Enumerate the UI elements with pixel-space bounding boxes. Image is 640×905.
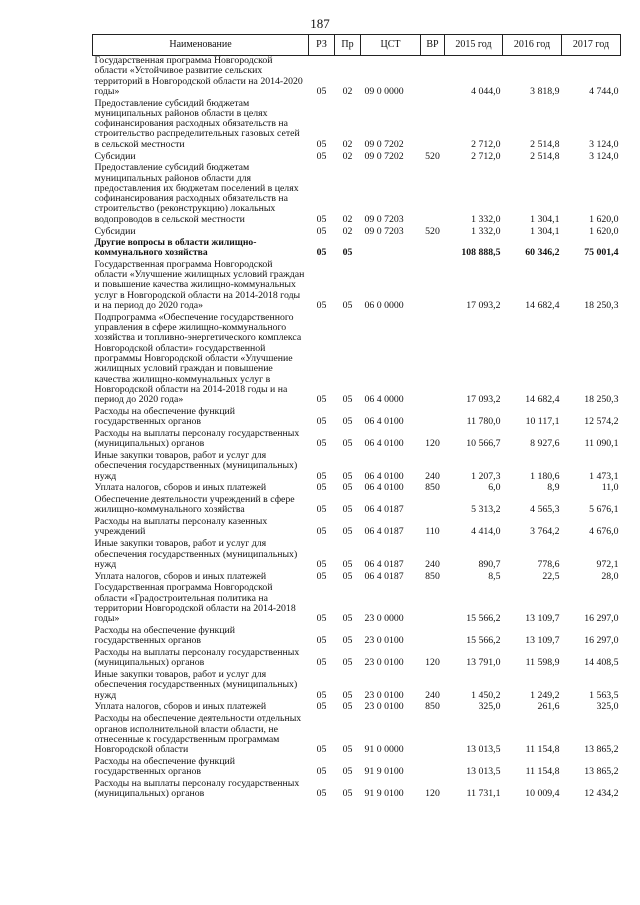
cell-rz: 05 [316,247,327,259]
cell-y2016: 261,6 [537,701,560,713]
table-row [93,451,621,483]
cell-vr: 850 [425,701,440,713]
cell-y2016: 3 818,9 [530,85,560,97]
cell-y2017: 11,0 [601,482,619,494]
cell-vr [421,757,445,779]
cell-rz: 05 [316,657,327,669]
cell-y2016: 1 249,2 [530,689,560,701]
cell-rz: 05 [316,701,327,713]
cell-pr: 05 [342,470,353,482]
cell-y2016: 3 764,2 [530,526,560,538]
cell-y2016: 2 514,8 [530,138,560,150]
cell-rz: 05 [316,635,327,647]
table-row [93,99,621,152]
cell-cst: 09 0 7202 [364,150,404,162]
cell-y2015: 1 332,0 [471,225,501,237]
cell-y2015: 5 313,2 [471,504,501,516]
cell-pr: 02 [342,225,353,237]
cell-y2017: 972,1 [596,558,619,570]
cell-pr: 05 [342,635,353,647]
cell-cst: 06 4 0100 [364,438,404,450]
cell-name: Расходы на обеспечение функций государственных органов [94,755,236,778]
cell-cst: 09 0 7203 [364,213,404,225]
cell-cst: 06 4 0187 [364,526,404,538]
cell-pr: 05 [342,300,353,312]
cell-y2017: 28,0 [601,570,619,582]
cell-cst: 23 0 0100 [364,701,404,713]
cell-vr [421,407,445,429]
cell-cst [361,238,421,260]
cell-cst: 06 4 0187 [364,558,404,570]
cell-rz: 05 [316,85,327,97]
cell-rz: 05 [316,744,327,756]
table-row [93,779,621,801]
cell-y2016: 60 346,2 [525,247,560,259]
cell-name: Подпрограмма «Обеспечение государственного управления в сфере жилищно-коммунального хозяйства и топливно-энергетического комплекса Новгородской области» государственной программы Новгородской области «Улучшение жилищных условий граждан и повышение качества жилищно-коммунальных услуг в Новгородской области на 2014-2018 годы и на период до 2020 года» [94,311,302,406]
cell-y2015: 890,7 [478,558,501,570]
cell-y2015: 325,0 [478,701,501,713]
cell-vr: 850 [425,570,440,582]
cell-y2016: 10 117,1 [525,416,560,428]
cell-y2015: 2 712,0 [471,138,501,150]
cell-cst: 06 4 0187 [364,504,404,516]
table-row [93,56,621,99]
header-vr: ВР [421,35,445,56]
cell-rz: 05 [316,438,327,450]
cell-rz: 05 [316,138,327,150]
cell-y2017: 18 250,3 [584,394,619,406]
cell-pr: 05 [342,247,353,259]
table-row [93,407,621,429]
cell-vr: 120 [425,657,440,669]
cell-cst: 09 0 0000 [364,85,404,97]
cell-name: Расходы на выплаты персоналу государственных (муниципальных) органов [94,427,300,450]
cell-y2016: 1 304,1 [530,213,560,225]
cell-pr: 05 [342,558,353,570]
cell-y2017: 1 620,0 [589,225,619,237]
cell-vr: 240 [425,558,440,570]
cell-y2017: 16 297,0 [584,613,619,625]
cell-y2015: 8,5 [488,570,501,582]
cell-name: Обеспечение деятельности учреждений в сфере жилищно-коммунального хозяйства [94,494,295,516]
table-row [93,648,621,670]
cell-pr: 05 [342,744,353,756]
cell-vr [421,495,445,517]
cell-vr [421,56,445,99]
cell-name: Иные закупки товаров, работ и услуг для обеспечения государственных (муниципальных) нужд [94,669,298,701]
cell-y2017: 12 574,2 [584,416,619,428]
cell-name: Иные закупки товаров, работ и услуг для обеспечения государственных (муниципальных) нужд [94,449,298,482]
header-pr: Пр [335,35,361,56]
cell-name: Расходы на обеспечение функций государственных органов [94,624,236,647]
cell-y2016: 1 180,6 [530,470,560,482]
cell-y2016: 14 682,4 [525,394,560,406]
cell-rz: 05 [316,788,327,800]
cell-vr [421,260,445,313]
cell-name: Расходы на обеспечение функций государственных органов [94,405,236,428]
cell-name: Субсидии [94,150,136,162]
cell-name: Государственная программа Новгородской области «Улучшение жилищных условий граждан и повышение качества жилищно-коммунальных услуг в Новгородской области на 2014-2018 годы и на период до 2020 года» [94,258,305,312]
cell-rz: 05 [316,225,327,237]
cell-y2015: 17 093,2 [466,394,501,406]
cell-pr: 02 [342,150,353,162]
cell-y2017: 1 620,0 [589,213,619,225]
table-row [93,626,621,648]
table-row [93,670,621,702]
page-number: 187 [310,16,330,31]
cell-y2016: 22,5 [542,570,560,582]
cell-vr: 110 [425,526,440,538]
cell-name: Расходы на обеспечение деятельности отдельных органов исполнительной власти области, не отнесенные к государственным программам Новгородской области [94,713,302,756]
cell-y2017: 325,0 [596,701,619,713]
cell-vr: 520 [425,225,440,237]
cell-y2016: 4 565,3 [530,504,560,516]
cell-rz: 05 [316,213,327,225]
cell-cst: 23 0 0000 [364,613,404,625]
cell-vr: 240 [425,470,440,482]
cell-name: Расходы на выплаты персоналу государственных (муниципальных) органов [94,777,300,800]
cell-name: Уплата налогов, сборов и иных платежей [94,570,267,582]
cell-vr [421,163,445,226]
table-row [93,714,621,757]
cell-pr: 05 [342,504,353,516]
cell-y2016: 13 109,7 [525,635,560,647]
cell-y2016: 1 304,1 [530,225,560,237]
cell-pr: 05 [342,613,353,625]
cell-rz: 05 [316,689,327,701]
cell-name: Государственная программа Новгородской области «Устойчивое развитие сельских территорий в Новгородской области на 2014-2020 годы» [94,55,303,97]
header-2017: 2017 год [562,35,621,56]
header-2015: 2015 год [445,35,503,56]
cell-vr: 520 [425,150,440,162]
cell-pr: 05 [342,657,353,669]
cell-pr: 02 [342,213,353,225]
cell-name: Государственная программа Новгородской области «Градостроительная политика на территории Новгородской области на 2014-2018 годы» [94,582,296,625]
cell-cst: 91 9 0100 [364,788,404,800]
cell-y2017: 1 563,5 [589,689,619,701]
cell-y2016: 13 109,7 [525,613,560,625]
table-row [93,163,621,226]
cell-y2016: 14 682,4 [525,300,560,312]
cell-cst: 06 4 0000 [364,394,404,406]
cell-vr: 850 [425,482,440,494]
cell-y2017: 13 865,2 [584,766,619,778]
table-row [93,313,621,407]
cell-pr: 05 [342,689,353,701]
cell-rz: 05 [316,150,327,162]
cell-rz: 05 [316,470,327,482]
cell-pr: 05 [342,788,353,800]
cell-pr: 05 [342,482,353,494]
cell-vr [421,714,445,757]
cell-vr: 120 [425,438,440,450]
cell-y2016: 778,6 [537,558,560,570]
cell-pr: 05 [342,701,353,713]
cell-y2015: 108 888,5 [461,247,501,259]
cell-pr: 05 [342,394,353,406]
cell-cst: 09 0 7202 [364,138,404,150]
cell-cst: 06 4 0100 [364,470,404,482]
cell-rz: 05 [316,394,327,406]
cell-y2017: 1 473,1 [589,470,619,482]
cell-y2015: 4 044,0 [471,85,501,97]
cell-y2015: 1 332,0 [471,213,501,225]
cell-rz: 05 [316,613,327,625]
cell-y2017: 11 090,1 [584,438,619,450]
cell-y2015: 4 414,0 [471,526,501,538]
cell-name: Другие вопросы в области жилищно-коммунального хозяйства [94,237,257,259]
cell-name: Уплата налогов, сборов и иных платежей [94,482,267,494]
cell-cst: 23 0 0100 [364,689,404,701]
cell-y2015: 15 566,2 [466,635,501,647]
cell-name: Предоставление субсидий бюджетам муниципальных районов области в целях софинансирования расходных обязательств на строительство распределительных газовых сетей в сельской местности [94,97,300,150]
cell-name: Уплата налогов, сборов и иных платежей [94,701,267,713]
cell-cst: 06 4 0100 [364,482,404,494]
cell-y2017: 75 001,4 [584,247,619,259]
cell-y2016: 8 927,6 [530,438,560,450]
table-header [93,35,621,56]
table-row [93,429,621,451]
cell-y2017: 4 744,0 [589,85,619,97]
cell-rz: 05 [316,570,327,582]
cell-y2017: 12 434,2 [584,788,619,800]
cell-name: Предоставление субсидий бюджетам муниципальных районов области для предоставления их бюджетам поселений в целях софинансирования расходных обязательств на строительство (реконструкцию) локальных водопроводов в сельской местности [94,162,299,225]
cell-rz: 05 [316,558,327,570]
cell-y2015: 2 712,0 [471,150,501,162]
cell-y2015: 17 093,2 [466,300,501,312]
cell-rz: 05 [316,504,327,516]
cell-cst: 09 0 7203 [364,225,404,237]
cell-name: Расходы на выплаты персоналу казенных учреждений [94,516,268,538]
header-name: Наименование [93,35,309,56]
cell-vr: 240 [425,689,440,701]
cell-cst: 23 0 0100 [364,657,404,669]
cell-vr [421,313,445,407]
table-row [93,517,621,539]
cell-rz: 05 [316,526,327,538]
cell-name: Иные закупки товаров, работ и услуг для обеспечения государственных (муниципальных) нужд [94,538,298,570]
cell-pr: 05 [342,766,353,778]
cell-pr: 05 [342,438,353,450]
cell-y2015: 10 566,7 [466,438,501,450]
cell-cst: 06 4 0187 [364,570,404,582]
cell-y2015: 13 013,5 [466,744,501,756]
cell-pr: 05 [342,526,353,538]
table-body [93,56,621,801]
cell-y2017: 13 865,2 [584,744,619,756]
header-2016: 2016 год [503,35,562,56]
cell-y2015: 11 780,0 [466,416,501,428]
cell-cst: 91 0 0000 [364,744,404,756]
cell-y2017: 4 676,0 [589,526,619,538]
cell-y2017: 16 297,0 [584,635,619,647]
cell-cst: 91 9 0100 [364,766,404,778]
cell-y2015: 11 731,1 [466,788,501,800]
cell-y2016: 11 598,9 [525,657,560,669]
cell-y2016: 11 154,8 [525,744,560,756]
cell-vr: 120 [425,788,440,800]
table-row [93,757,621,779]
cell-y2017: 3 124,0 [589,138,619,150]
cell-y2015: 13 013,5 [466,766,501,778]
cell-rz: 05 [316,416,327,428]
budget-table [92,34,621,801]
header-rz: РЗ [309,35,335,56]
cell-y2015: 1 450,2 [471,689,501,701]
header-cst: ЦСТ [361,35,421,56]
cell-vr [421,238,445,260]
cell-y2015: 13 791,0 [466,657,501,669]
table-row [93,260,621,313]
cell-y2016: 2 514,8 [530,150,560,162]
cell-y2016: 10 009,4 [525,788,560,800]
cell-pr: 02 [342,85,353,97]
cell-pr: 05 [342,570,353,582]
cell-name: Расходы на выплаты персоналу государственных (муниципальных) органов [94,647,300,669]
cell-y2017: 5 676,1 [589,504,619,516]
cell-pr: 02 [342,138,353,150]
cell-rz: 05 [316,766,327,778]
cell-y2016: 11 154,8 [525,766,560,778]
cell-y2017: 14 408,5 [584,657,619,669]
header-row [93,35,621,56]
cell-y2015: 6,0 [488,482,501,494]
table-row [93,583,621,626]
cell-vr [421,626,445,648]
cell-y2017: 18 250,3 [584,300,619,312]
cell-pr: 05 [342,416,353,428]
cell-name: Субсидии [94,225,136,237]
cell-vr [421,583,445,626]
cell-y2016: 8,9 [547,482,560,494]
table-row [93,495,621,517]
cell-y2015: 1 207,3 [471,470,501,482]
cell-y2017: 3 124,0 [589,150,619,162]
cell-rz: 05 [316,300,327,312]
cell-cst: 06 0 0000 [364,300,404,312]
cell-y2015: 15 566,2 [466,613,501,625]
cell-rz: 05 [316,482,327,494]
cell-vr [421,99,445,152]
cell-cst: 23 0 0100 [364,635,404,647]
cell-cst: 06 4 0100 [364,416,404,428]
table-row [93,238,621,260]
table-row [93,539,621,571]
